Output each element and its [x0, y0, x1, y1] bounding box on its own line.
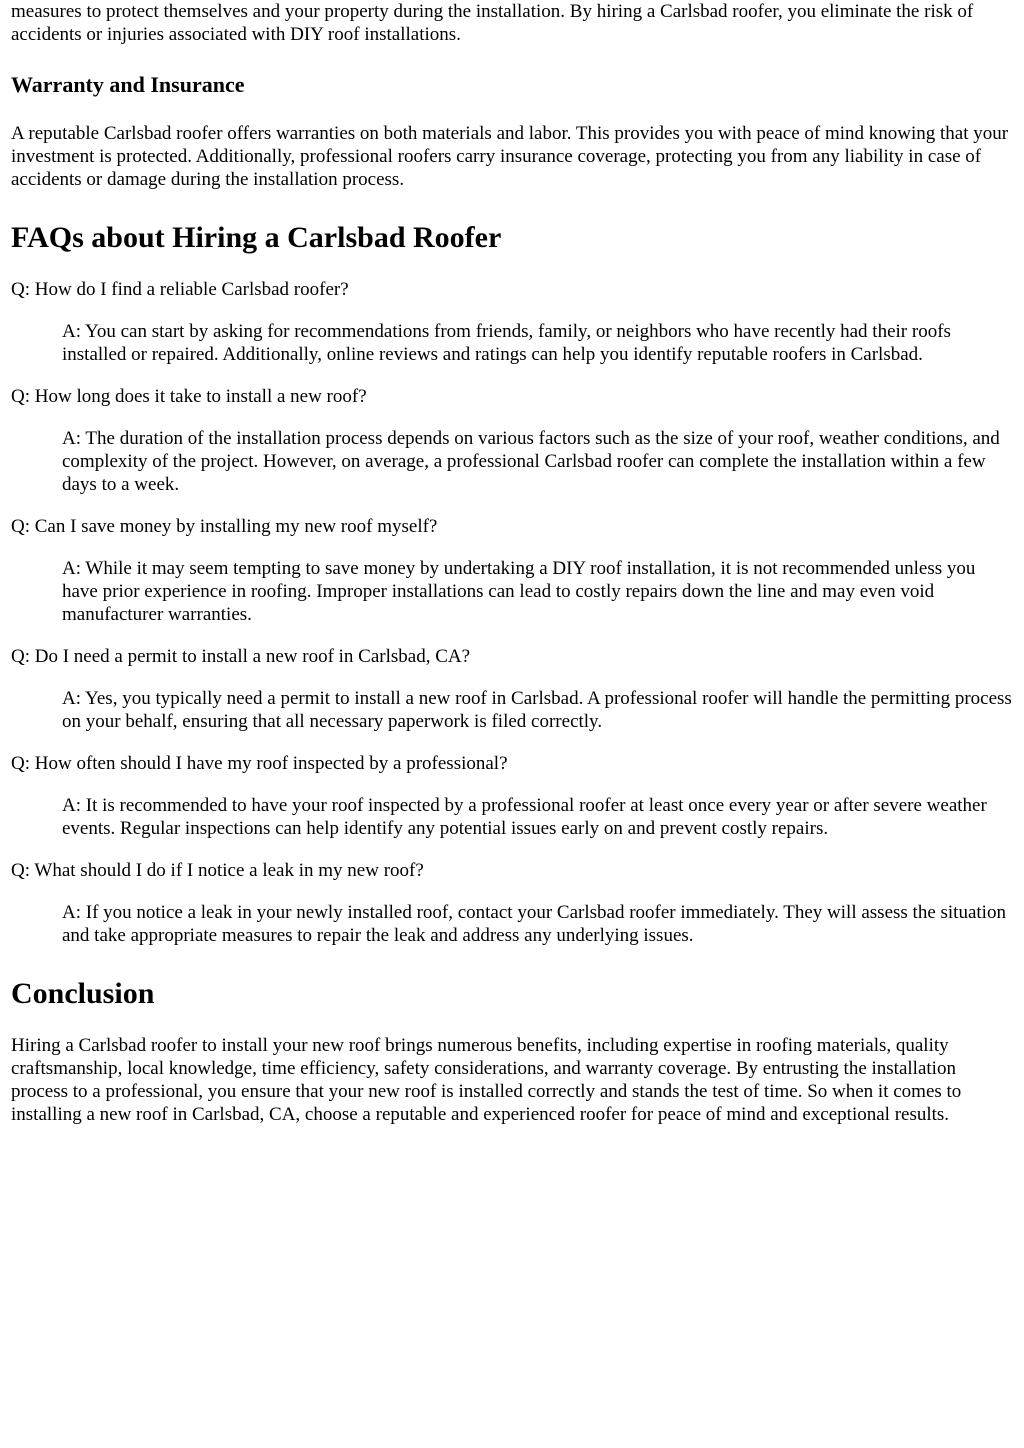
faq-answer: A: It is recommended to have your roof inspected by a professional roofer at least once every year or after severe weather events. Regular inspections can help identify any potential issues early on and prevent costly repairs.: [62, 795, 987, 839]
faq-answer: A: If you notice a leak in your newly installed roof, contact your Carlsbad roofer immediately. They will assess the situation and take appropriate measures to repair the leak and address any underlying issues.: [62, 902, 1006, 946]
faq-question: Q: How do I find a reliable Carlsbad roofer?: [11, 279, 349, 300]
faq-question: Q: What should I do if I notice a leak in my new roof?: [11, 860, 424, 881]
faq-question: Q: Do I need a permit to install a new roof in Carlsbad, CA?: [11, 646, 471, 667]
faq-answer: A: The duration of the installation process depends on various factors such as the size of your roof, weather conditions, and complexity of the project. However, on average, a professional Carlsbad roofer can complete the installation within a few days to a week.: [62, 428, 1000, 495]
faq-question: Q: How long does it take to install a new roof?: [11, 386, 367, 407]
warranty-paragraph: A reputable Carlsbad roofer offers warranties on both materials and labor. This provides you with peace of mind knowing that your investment is protected. Additionally, professional roofers carry insurance coverage, protecting you from any liability in case of accidents or damage during the installation process.: [11, 123, 1009, 190]
faqs-heading: FAQs about Hiring a Carlsbad Roofer: [11, 221, 502, 254]
faq-list: [11, 278, 1014, 947]
faq-answer: A: You can start by asking for recommendations from friends, family, or neighbors who have recently had their roofs installed or repaired. Additionally, online reviews and ratings can help you identify reputable roofers in Carlsbad.: [62, 321, 951, 365]
conclusion-heading: Conclusion: [11, 977, 155, 1010]
faq-question: Q: How often should I have my roof inspected by a professional?: [11, 753, 508, 774]
faq-answer: A: Yes, you typically need a permit to install a new roof in Carlsbad. A professional roofer will handle the permitting process on your behalf, ensuring that all necessary paperwork is filed correctly.: [62, 688, 1012, 732]
faq-question: Q: Can I save money by installing my new roof myself?: [11, 516, 438, 537]
intro-paragraph: measures to protect themselves and your property during the installation. By hiring a Carlsbad roofer, you eliminate the risk of accidents or injuries associated with DIY roof installations.: [11, 1, 974, 45]
conclusion-paragraph: Hiring a Carlsbad roofer to install your new roof brings numerous benefits, including expertise in roofing materials, quality craftsmanship, local knowledge, time efficiency, safety considerations, and warranty coverage. By entrusting the installation process to a professional, you ensure that your new roof is installed correctly and stands the test of time. So when it comes to installing a new roof in Carlsbad, CA, choose a reputable and experienced roofer for peace of mind and exceptional results.: [11, 1035, 962, 1125]
faq-answer: A: While it may seem tempting to save money by undertaking a DIY roof installation, it is not recommended unless you have prior experience in roofing. Improper installations can lead to costly repairs down the line and may even void manufacturer warranties.: [62, 558, 976, 625]
warranty-heading: Warranty and Insurance: [11, 72, 245, 97]
